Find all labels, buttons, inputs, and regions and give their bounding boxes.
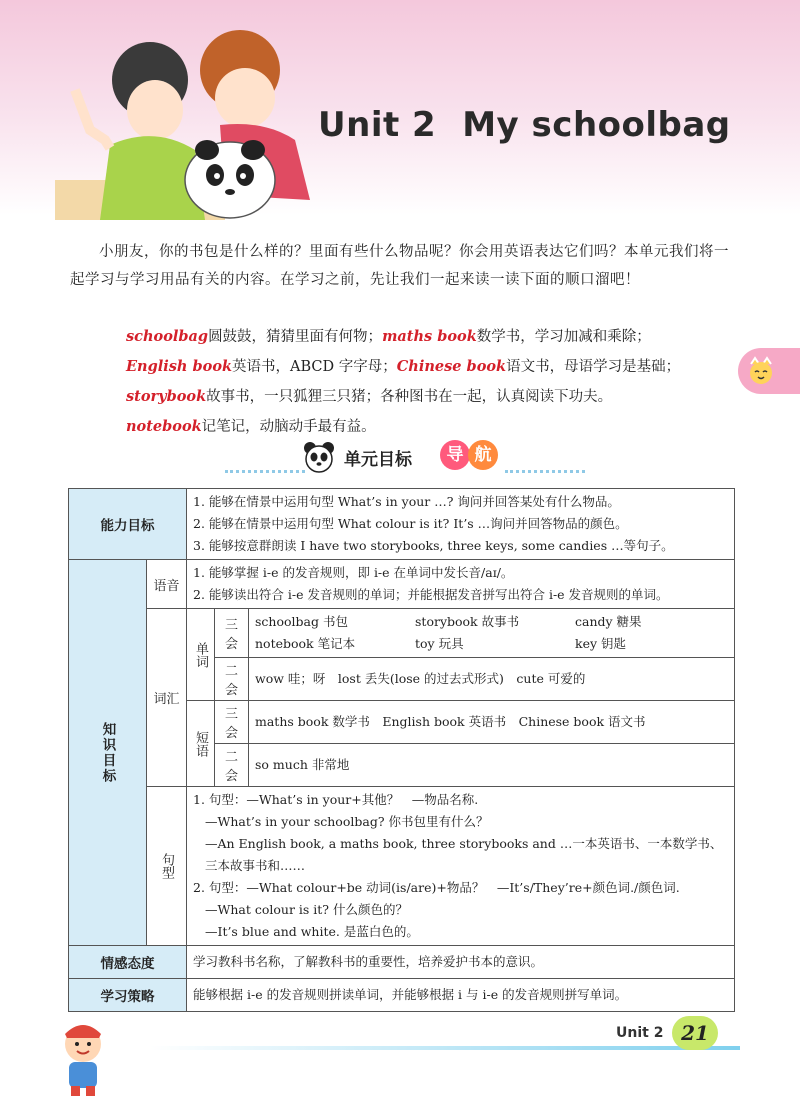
knowledge-label: 知识目标: [69, 560, 147, 946]
page-number: 21: [672, 1016, 718, 1050]
footer-rule: [150, 1046, 740, 1050]
poem-text: 故事书，一只狐狸三只猪；各种图书在一起，认真阅读下功夫。: [206, 389, 613, 405]
sentence-line: 三本故事书和……: [205, 858, 306, 873]
poem-keyword: notebook: [126, 418, 202, 435]
table-row: [69, 787, 735, 946]
vocab-word: schoolbag 书包: [255, 614, 348, 629]
footer-unit-label: Unit 2: [616, 1025, 664, 1041]
poem-keyword: Chinese book: [396, 358, 507, 375]
vocab-label: 词汇: [147, 609, 187, 787]
poem-line: [126, 322, 680, 352]
poem-text: 语文书，母语学习是基础；: [506, 359, 681, 375]
word-level-2: 二会: [215, 658, 249, 701]
emotion-label: 情感态度: [69, 946, 187, 979]
word-label: 单词: [187, 609, 215, 701]
banner-badge-hang: 航: [468, 440, 498, 470]
banner-badge-dao: 导: [440, 440, 470, 470]
panda-icon: [302, 440, 336, 474]
unit-label: Unit 2: [318, 105, 437, 145]
vocab-word: key 钥匙: [575, 636, 627, 651]
poem: [126, 322, 680, 442]
poem-line: [126, 352, 680, 382]
sentence-line: —What colour is it? 什么颜色的？: [205, 902, 408, 917]
unit-title: [318, 105, 731, 145]
phrase-level-2: 二会: [215, 744, 249, 787]
sentence-line: —It’s blue and white. 是蓝白色的。: [205, 924, 419, 939]
poem-keyword: schoolbag: [126, 328, 209, 345]
side-tab: [738, 348, 800, 394]
poem-keyword: storybook: [126, 388, 207, 405]
table-row: [69, 979, 735, 1012]
ability-item: 2. 能够在情景中运用句型 What colour is it? It’s …询问并回答物品的颜色。: [193, 516, 628, 531]
emotion-text: 学习教科书名称，了解教科书的重要性，培养爱护书本的意识。: [187, 946, 735, 979]
vocab-word: notebook 笔记本: [255, 636, 356, 651]
poem-text: 圆鼓鼓，猜猜里面有何物；: [208, 329, 383, 345]
table-row: [69, 489, 735, 560]
vocab-word: candy 糖果: [575, 614, 642, 629]
mascot-illustration: [55, 1020, 111, 1098]
table-row: [69, 609, 735, 658]
banner-title: 单元目标: [344, 450, 412, 470]
phonics-items: [187, 560, 735, 609]
poem-line: [126, 382, 680, 412]
phonics-item: 2. 能够读出符合 i-e 发音规则的单词；并能根据发音拼写出符合 i-e 发音规则的单词。: [193, 587, 669, 602]
poem-keyword: maths book: [382, 328, 477, 345]
phonics-label: 语音: [147, 560, 187, 609]
phrase-level-3: 三会: [215, 701, 249, 744]
phrases-level-2: so much 非常地: [249, 744, 735, 787]
sentence-line: —An English book, a maths book, three storybooks and …一本英语书、一本数学书、: [205, 836, 723, 851]
words-level-3: [249, 609, 735, 658]
unit-name: My schoolbag: [462, 105, 731, 145]
strategy-text: 能够根据 i-e 的发音规则拼读单词，并能够根据 i 与 i-e 的发音规则拼写单词。: [187, 979, 735, 1012]
phrase-label: 短语: [187, 701, 215, 787]
vocab-word: toy 玩具: [415, 636, 464, 651]
poem-line: [126, 412, 680, 442]
poem-text: 记笔记，动脑动手最有益。: [201, 419, 376, 435]
banner-dots-left: [225, 470, 305, 477]
strategy-label: 学习策略: [69, 979, 187, 1012]
sentence-line: 1. 句型：—What’s in your+其他？ —物品名称.: [193, 792, 479, 807]
poem-text: 数学书，学习加减和乘除；: [476, 329, 651, 345]
table-row: [69, 560, 735, 609]
phonics-item: 1. 能够掌握 i-e 的发音规则，即 i-e 在单词中发长音/aɪ/。: [193, 565, 514, 580]
unit-goals-table: [68, 488, 735, 1012]
poem-keyword: English book: [126, 358, 233, 375]
sentence-line: 2. 句型：—What colour+be 动词(is/are)+物品？ —It’s/They’re+颜色词./颜色词.: [193, 880, 680, 895]
sentence-label: 句型: [147, 787, 187, 946]
ability-item: 1. 能够在情景中运用句型 What’s in your …? 询问并回答某处有什么物品。: [193, 494, 620, 509]
ability-item: 3. 能够按意群朗读 I have two storybooks, three keys, some candies …等句子。: [193, 538, 674, 553]
sentence-items: [187, 787, 735, 946]
sentence-line: —What’s in your schoolbag? 你书包里有什么？: [205, 814, 489, 829]
words-level-2: wow 哇；呀 lost 丢失(lose 的过去式形式) cute 可爱的: [249, 658, 735, 701]
word-level-3: 三会: [215, 609, 249, 658]
banner-dots-right: [505, 470, 585, 477]
intro-paragraph: 小朋友，你的书包是什么样的？里面有些什么物品呢？你会用英语表达它们吗？本单元我们将一起学习与学习用品有关的内容。在学习之前，先让我们一起来读一读下面的顺口溜吧！: [70, 244, 729, 288]
ability-label: 能力目标: [69, 489, 187, 560]
vocab-word: storybook 故事书: [415, 614, 520, 629]
ability-items: [187, 489, 735, 560]
phrases-level-3: maths book 数学书 English book 英语书 Chinese book 语文书: [249, 701, 735, 744]
poem-text: 英语书，ABCD 字字母；: [232, 359, 397, 375]
children-and-panda-illustration: [55, 30, 355, 220]
cat-face-icon: [746, 356, 776, 386]
table-row: [69, 946, 735, 979]
